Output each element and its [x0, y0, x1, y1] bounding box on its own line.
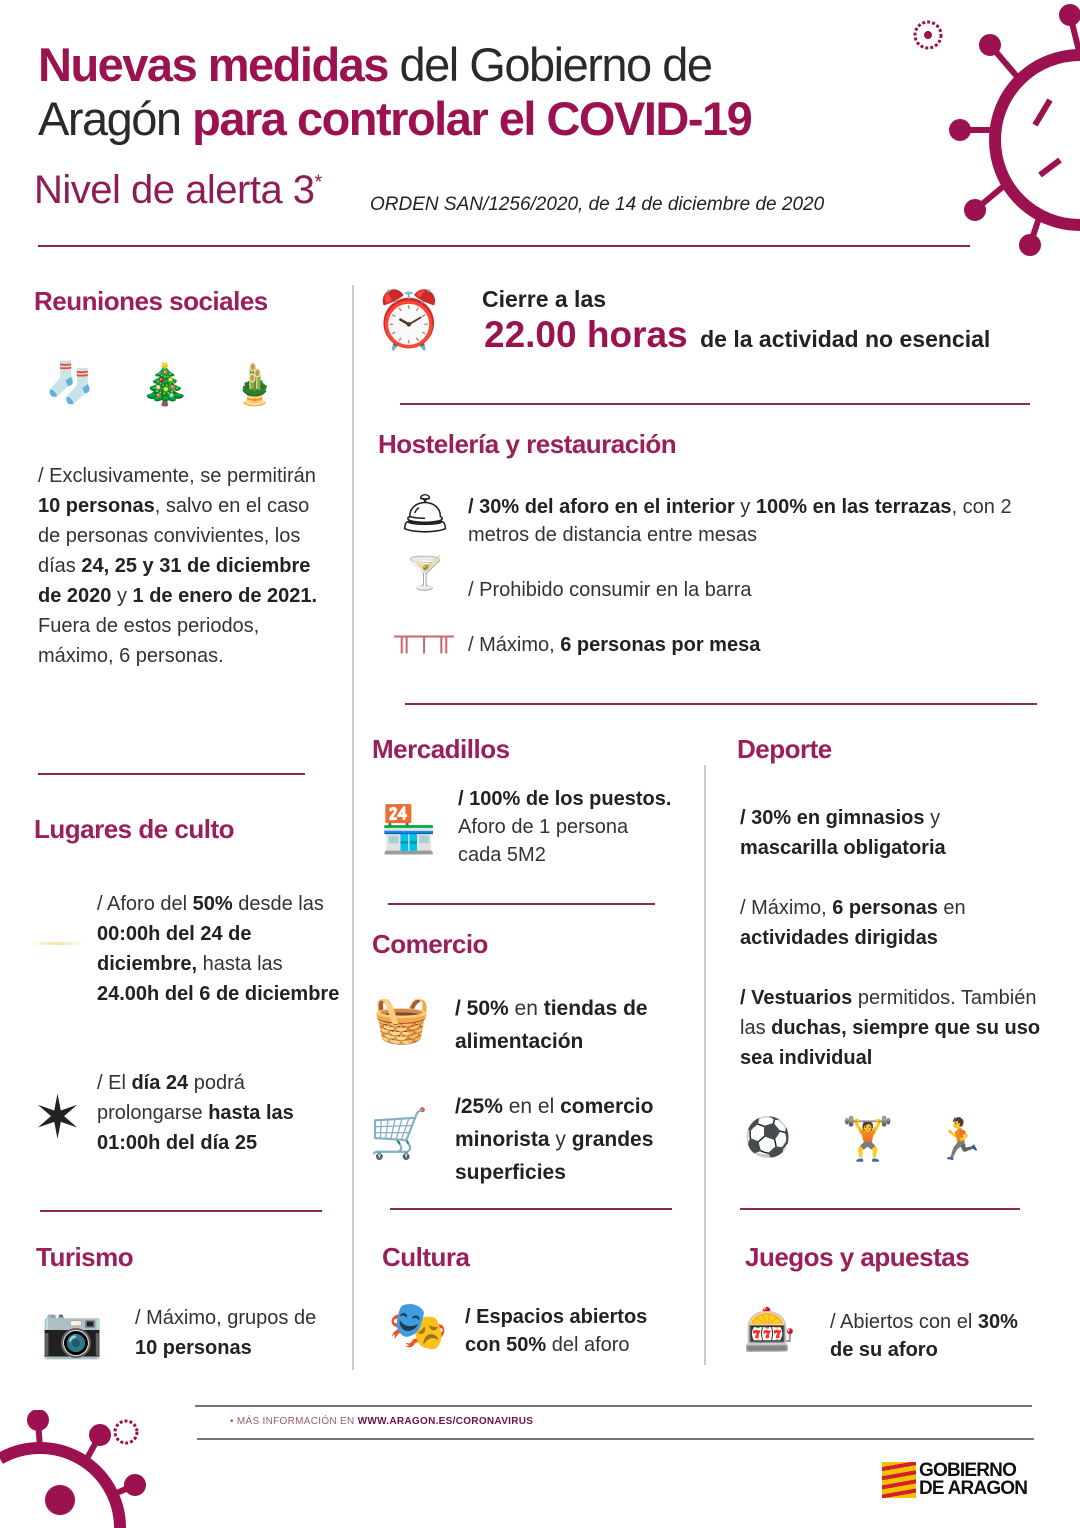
section-title-culto: Lugares de culto	[34, 814, 235, 844]
culto-item-1	[97, 889, 347, 1009]
text-segment: en	[508, 997, 544, 1020]
divider	[38, 245, 970, 247]
divider	[195, 1405, 1032, 1407]
text-segment: duchas, siempre que su uso sea individual	[740, 1017, 1041, 1069]
text-segment: 100% en las terrazas	[755, 496, 952, 518]
title-line2	[38, 92, 751, 146]
cierre-time-row	[484, 314, 990, 356]
mercadillos-text	[458, 785, 673, 869]
text-segment: 30% de su aforo	[830, 1311, 1018, 1361]
more-info: • MÁS INFORMACIÓN EN WWW.ARAGON.ES/CORONAVIRUS	[230, 1416, 534, 1427]
hosteleria-item-3	[468, 630, 760, 660]
text-segment: y	[111, 585, 133, 607]
section-title-turismo: Turismo	[36, 1242, 134, 1272]
text-segment: /25%	[455, 1095, 503, 1118]
section-title-comercio: Comercio	[372, 929, 488, 959]
text-segment: 10 personas	[135, 1337, 252, 1359]
text-segment: Fuera de estos periodos, máximo, 6 personas.	[38, 615, 260, 667]
divider	[405, 703, 1037, 705]
divider	[740, 1208, 1020, 1210]
more-info-link[interactable]: WWW.ARAGON.ES/CORONAVIRUS	[357, 1416, 534, 1427]
text-segment: y	[549, 1128, 572, 1151]
text-segment: y	[734, 496, 756, 518]
cultura-text	[465, 1303, 685, 1359]
camera-icon: 📷	[41, 1304, 104, 1360]
text-segment: / Máximo,	[740, 897, 833, 919]
text-segment: / 50%	[455, 997, 509, 1020]
table-icon: ╥┬╥	[394, 620, 454, 651]
cocktail-icon: 🍸	[405, 554, 445, 591]
soccer-ball-icon: ⚽	[744, 1117, 792, 1159]
theater-masks-icon: 🎭	[388, 1300, 448, 1353]
comercio-item-1	[455, 992, 690, 1058]
text-segment: / Exclusivamente, se permitirán	[38, 465, 316, 487]
text-segment: del Gobierno de	[387, 38, 712, 91]
section-title-mercadillos: Mercadillos	[372, 734, 510, 764]
cierre-label: Cierre a las	[482, 286, 607, 312]
section-title-cultura: Cultura	[382, 1242, 470, 1272]
divider	[388, 903, 655, 905]
section-title-reuniones: Reuniones sociales	[34, 286, 268, 316]
text-segment: permitidos. También las	[740, 987, 1037, 1039]
gobierno-aragon-logo	[882, 1462, 1027, 1498]
alert-footnote-mark: *	[314, 171, 322, 194]
divider	[40, 1210, 322, 1212]
text-segment: Aragón	[38, 92, 193, 145]
text-segment: 24.00h del 6 de diciembre	[97, 983, 340, 1005]
text-segment: Nuevas medidas	[38, 38, 388, 91]
section-title-hosteleria: Hostelería y restauración	[378, 429, 677, 459]
text-segment: / Máximo,	[468, 634, 561, 656]
deporte-item-3	[740, 983, 1060, 1073]
deporte-item-2	[740, 893, 1040, 953]
text-segment: tiendas de alimentación	[455, 997, 648, 1053]
text-segment: / 30% del aforo en el interior	[468, 496, 735, 518]
text-segment: 00:00h del 24 de diciembre,	[97, 923, 252, 975]
ornament-icon: 🎍	[229, 362, 280, 407]
text-segment: 24, 25 y 31 de diciembre de 2020	[38, 555, 311, 607]
juegos-text	[830, 1308, 1030, 1364]
logo-text-line2: DE ARAGON	[919, 1478, 1028, 1499]
text-segment: / Espacios abiertos con 50%	[465, 1306, 648, 1356]
divider	[197, 1438, 1034, 1440]
poker-chips-icon: 🎰	[743, 1305, 797, 1353]
light-icon	[30, 942, 85, 945]
text-segment: / Prohibido consumir en la barra	[468, 579, 752, 601]
text-segment: en	[937, 897, 966, 919]
text-segment: para controlar el COVID-19	[192, 92, 752, 145]
text-segment: , con 2 metros de distancia entre mesas	[468, 496, 1012, 546]
text-segment: Aforo de 1 persona cada 5M2	[458, 816, 629, 866]
alarm-clock-icon: ⏰	[374, 288, 444, 351]
text-segment: / Máximo, grupos de	[135, 1307, 317, 1329]
text-segment: / Aforo del	[97, 893, 193, 915]
text-segment: podrá prolongarse	[97, 1072, 245, 1124]
text-segment: hasta las 01:00h del día 25	[97, 1102, 294, 1154]
text-segment: comercio minorista	[455, 1095, 654, 1151]
divider	[400, 403, 1030, 405]
cloche-icon: 🛎	[399, 491, 451, 536]
text-segment: 6 personas	[832, 897, 938, 919]
text-segment: 6 personas por mesa	[560, 634, 761, 656]
market-stall-icon: 🏪	[380, 802, 438, 855]
text-segment: y	[924, 807, 941, 829]
text-segment: / 100% de los puestos.	[458, 788, 672, 810]
text-segment: 50%	[192, 893, 233, 915]
column-divider	[352, 285, 354, 1370]
text-segment: actividades dirigidas	[740, 927, 938, 949]
text-segment: , salvo en el caso de personas convivientes, los días	[38, 495, 310, 577]
order-reference: ORDEN SAN/1256/2020, de 14 de diciembre de 2020	[370, 194, 825, 215]
comercio-item-2	[455, 1090, 695, 1189]
divider	[390, 1208, 672, 1210]
text-segment: en el	[502, 1095, 561, 1118]
reuniones-text	[38, 461, 323, 671]
section-title-juegos: Juegos y apuestas	[745, 1242, 970, 1272]
text-segment: 1 de enero de 2021.	[132, 585, 318, 607]
alert-level	[34, 168, 322, 213]
section-title-deporte: Deporte	[737, 734, 832, 764]
logo-text-line1: GOBIERNO	[919, 1460, 1017, 1481]
turismo-text	[135, 1303, 335, 1363]
text-segment: / 30% en gimnasios	[740, 807, 925, 829]
column-divider	[704, 765, 706, 1365]
cierre-time: 22.00 horas	[484, 314, 688, 355]
text-segment: / Vestuarios	[740, 987, 853, 1009]
deporte-item-1	[740, 803, 1040, 863]
virus-icon	[940, 0, 1080, 260]
title-line1	[38, 38, 711, 92]
text-segment: desde las	[232, 893, 324, 915]
culto-item-2	[97, 1068, 342, 1158]
grocery-basket-icon: 🧺	[373, 992, 431, 1045]
text-segment: / El	[97, 1072, 132, 1094]
cierre-rest: de la actividad no esencial	[700, 326, 991, 352]
text-segment: grandes superficies	[455, 1128, 654, 1184]
hosteleria-item-1	[468, 493, 1038, 549]
aragon-flag-icon	[882, 1462, 916, 1498]
text-segment: del aforo	[546, 1334, 630, 1356]
text-segment: 10 personas	[38, 495, 155, 517]
christmas-tree-icon: 🎄	[140, 362, 190, 407]
text-segment: / Abiertos con el	[830, 1311, 978, 1333]
hosteleria-item-2	[468, 575, 751, 605]
christmas-stocking-icon: 🧦	[45, 361, 95, 405]
small-virus-icon	[108, 1414, 144, 1450]
text-segment: día 24	[131, 1072, 189, 1094]
text-segment: mascarilla obligatoria	[740, 837, 946, 859]
weightlifting-icon: 🏋	[841, 1115, 895, 1162]
text-segment: hasta las	[197, 953, 283, 975]
divider	[38, 773, 305, 775]
alert-level-text: Nivel de alerta 3	[34, 168, 315, 212]
small-virus-icon	[905, 12, 951, 58]
more-info-label: MÁS INFORMACIÓN EN	[236, 1416, 358, 1427]
shopping-cart-icon: 🛒	[369, 1107, 429, 1161]
runner-icon: 🏃	[935, 1117, 985, 1162]
star-icon: ✶	[32, 1083, 83, 1151]
